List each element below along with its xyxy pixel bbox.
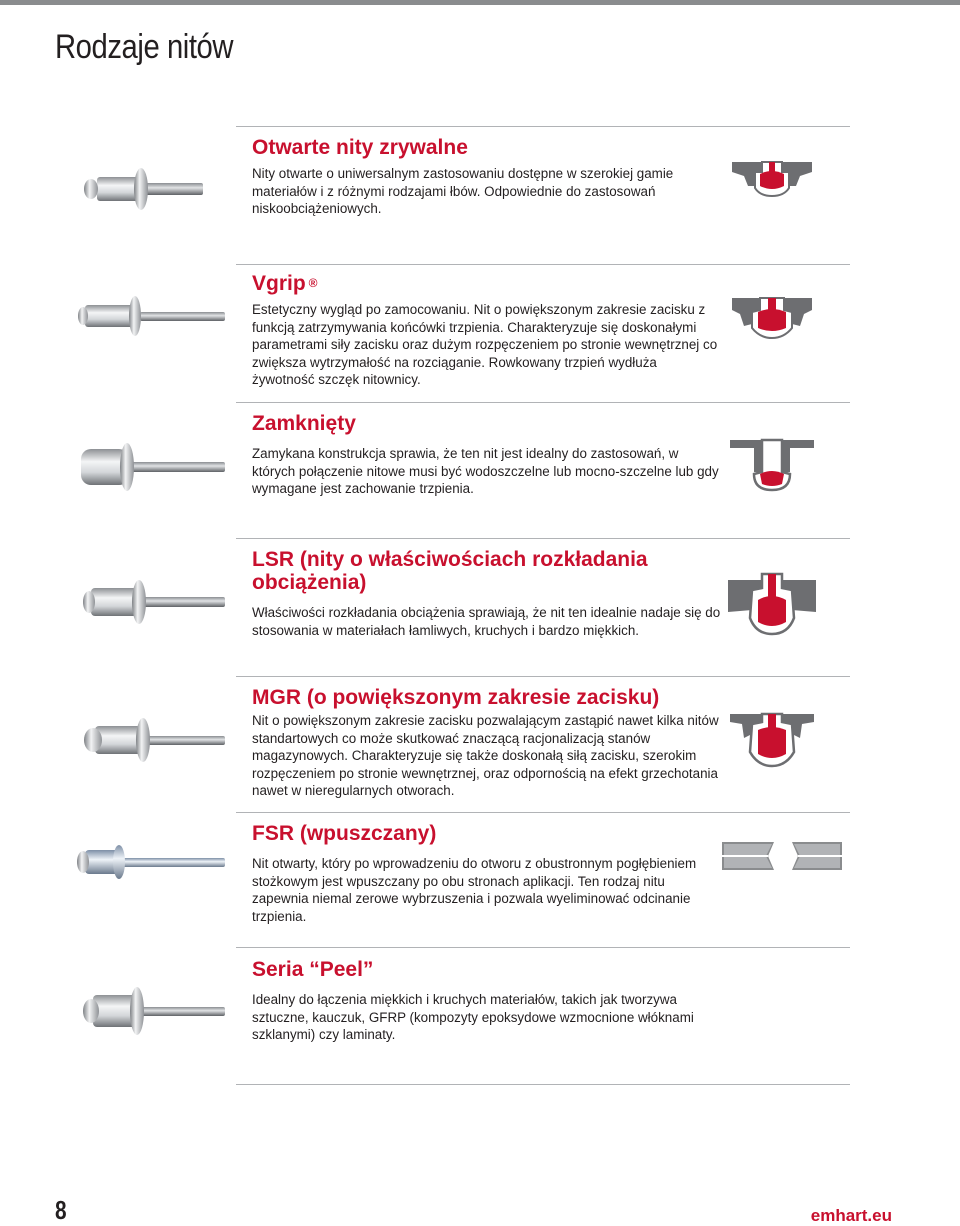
section-title: LSR (nity o właściwościach rozkładania obciążenia) bbox=[252, 548, 648, 594]
section-vgrip bbox=[252, 272, 722, 389]
section-title: Seria “Peel” bbox=[252, 958, 374, 981]
section-divider bbox=[236, 264, 850, 265]
section-body: Idealny do łączenia miękkich i kruchych materiałów, takich jak tworzywa sztuczne, kauczuk, GFRP (kompozyty epoksydowe wzmocnione włóknami szklanymi) czy laminaty. bbox=[252, 992, 694, 1042]
page-title: Rodzaje nitów bbox=[55, 28, 234, 66]
section-body: Zamykana konstrukcja sprawia, że ten nit jest idealny do zastosowań, w których połączenie nitowe musi być wodoszczelne lub mocno-szczelne lub gdy wymagane jest zachowanie trzpienia. bbox=[252, 446, 719, 496]
closed-end-rivet-photo bbox=[55, 412, 240, 522]
open-rivet-cross-section bbox=[722, 158, 822, 206]
section-title: Otwarte nity zrywalne bbox=[252, 136, 468, 159]
section-divider bbox=[236, 812, 850, 813]
section-mgr bbox=[252, 686, 722, 800]
page-number: 8 bbox=[55, 1195, 67, 1225]
section-title: Zamknięty bbox=[252, 412, 356, 435]
section-divider bbox=[236, 126, 850, 127]
section-title-text: Vgrip bbox=[252, 272, 306, 295]
lsr-cross-section bbox=[722, 570, 822, 642]
section-peel bbox=[252, 958, 722, 1044]
section-divider bbox=[236, 402, 850, 403]
peel-rivet-photo bbox=[55, 957, 240, 1067]
fsr-rivet-photo bbox=[55, 822, 240, 912]
section-lsr bbox=[252, 548, 722, 639]
registered-mark: ® bbox=[308, 276, 318, 290]
section-body: Nity otwarte o uniwersalnym zastosowaniu dostępne w szerokiej gamie materiałów i z różnymi rodzajami łbów. Odpowiednie do zastosowań niskoobciążeniowych. bbox=[252, 166, 674, 216]
vgrip-cross-section bbox=[722, 294, 822, 348]
section-closed-end bbox=[252, 412, 722, 498]
section-open-blind bbox=[252, 136, 722, 218]
closed-end-cross-section bbox=[722, 434, 822, 494]
section-divider bbox=[236, 538, 850, 539]
section-body: Nit o powiększonym zakresie zacisku pozwalającym zastąpić nawet kilka nitów standartowych co może skutkować znaczącą racjonalizacją stanów magazynowych. Charakteryzuje się także doskonałą siłą zacisku, szerokim rozpęczeniem po stronie wewnętrznej, oraz odpornością na efekt grzechotania nawet w nieregularnych otworach. bbox=[252, 713, 719, 798]
mgr-rivet-photo bbox=[55, 686, 240, 796]
section-divider bbox=[236, 947, 850, 948]
section-title bbox=[252, 272, 722, 295]
section-fsr bbox=[252, 822, 722, 925]
lsr-rivet-photo bbox=[55, 548, 240, 658]
section-body: Właściwości rozkładania obciążenia sprawiają, że nit ten idealnie nadaje się do stosowania w materiałach łamliwych, kruchych i bardzo miękkich. bbox=[252, 605, 721, 638]
section-title: FSR (wpuszczany) bbox=[252, 822, 437, 845]
section-divider bbox=[236, 676, 850, 677]
website-link[interactable]: emhart.eu bbox=[810, 1206, 892, 1225]
mgr-cross-section bbox=[722, 708, 822, 770]
section-body: Estetyczny wygląd po zamocowaniu. Nit o powiększonym zakresie zacisku z funkcją zatrzymywania końcówki trzpienia. Charakteryzuje się doskonałymi parametrami siły zacisku oraz dużym rozpęczeniem po stronie wewnętrznej co zwiększa wytrzymałość na rozciąganie. Rowkowany trzpień wydłuża żywotność szczęk nitownicy. bbox=[252, 302, 718, 387]
section-divider bbox=[236, 1084, 850, 1085]
fsr-cross-section bbox=[722, 838, 842, 874]
top-rule bbox=[0, 0, 960, 5]
section-body: Nit otwarty, który po wprowadzeniu do otworu z obustronnym pogłębieniem stożkowym jest wpuszczany po obu stronach aplikacji. Ten rodzaj nitu zapewnia niemal zerowe wybrzuszenia i pozwala wyeliminować odcinanie trzpienia. bbox=[252, 856, 697, 924]
open-blind-rivet-photo bbox=[55, 136, 240, 246]
vgrip-rivet-photo bbox=[55, 280, 240, 355]
section-title: MGR (o powiększonym zakresie zacisku) bbox=[252, 686, 660, 709]
